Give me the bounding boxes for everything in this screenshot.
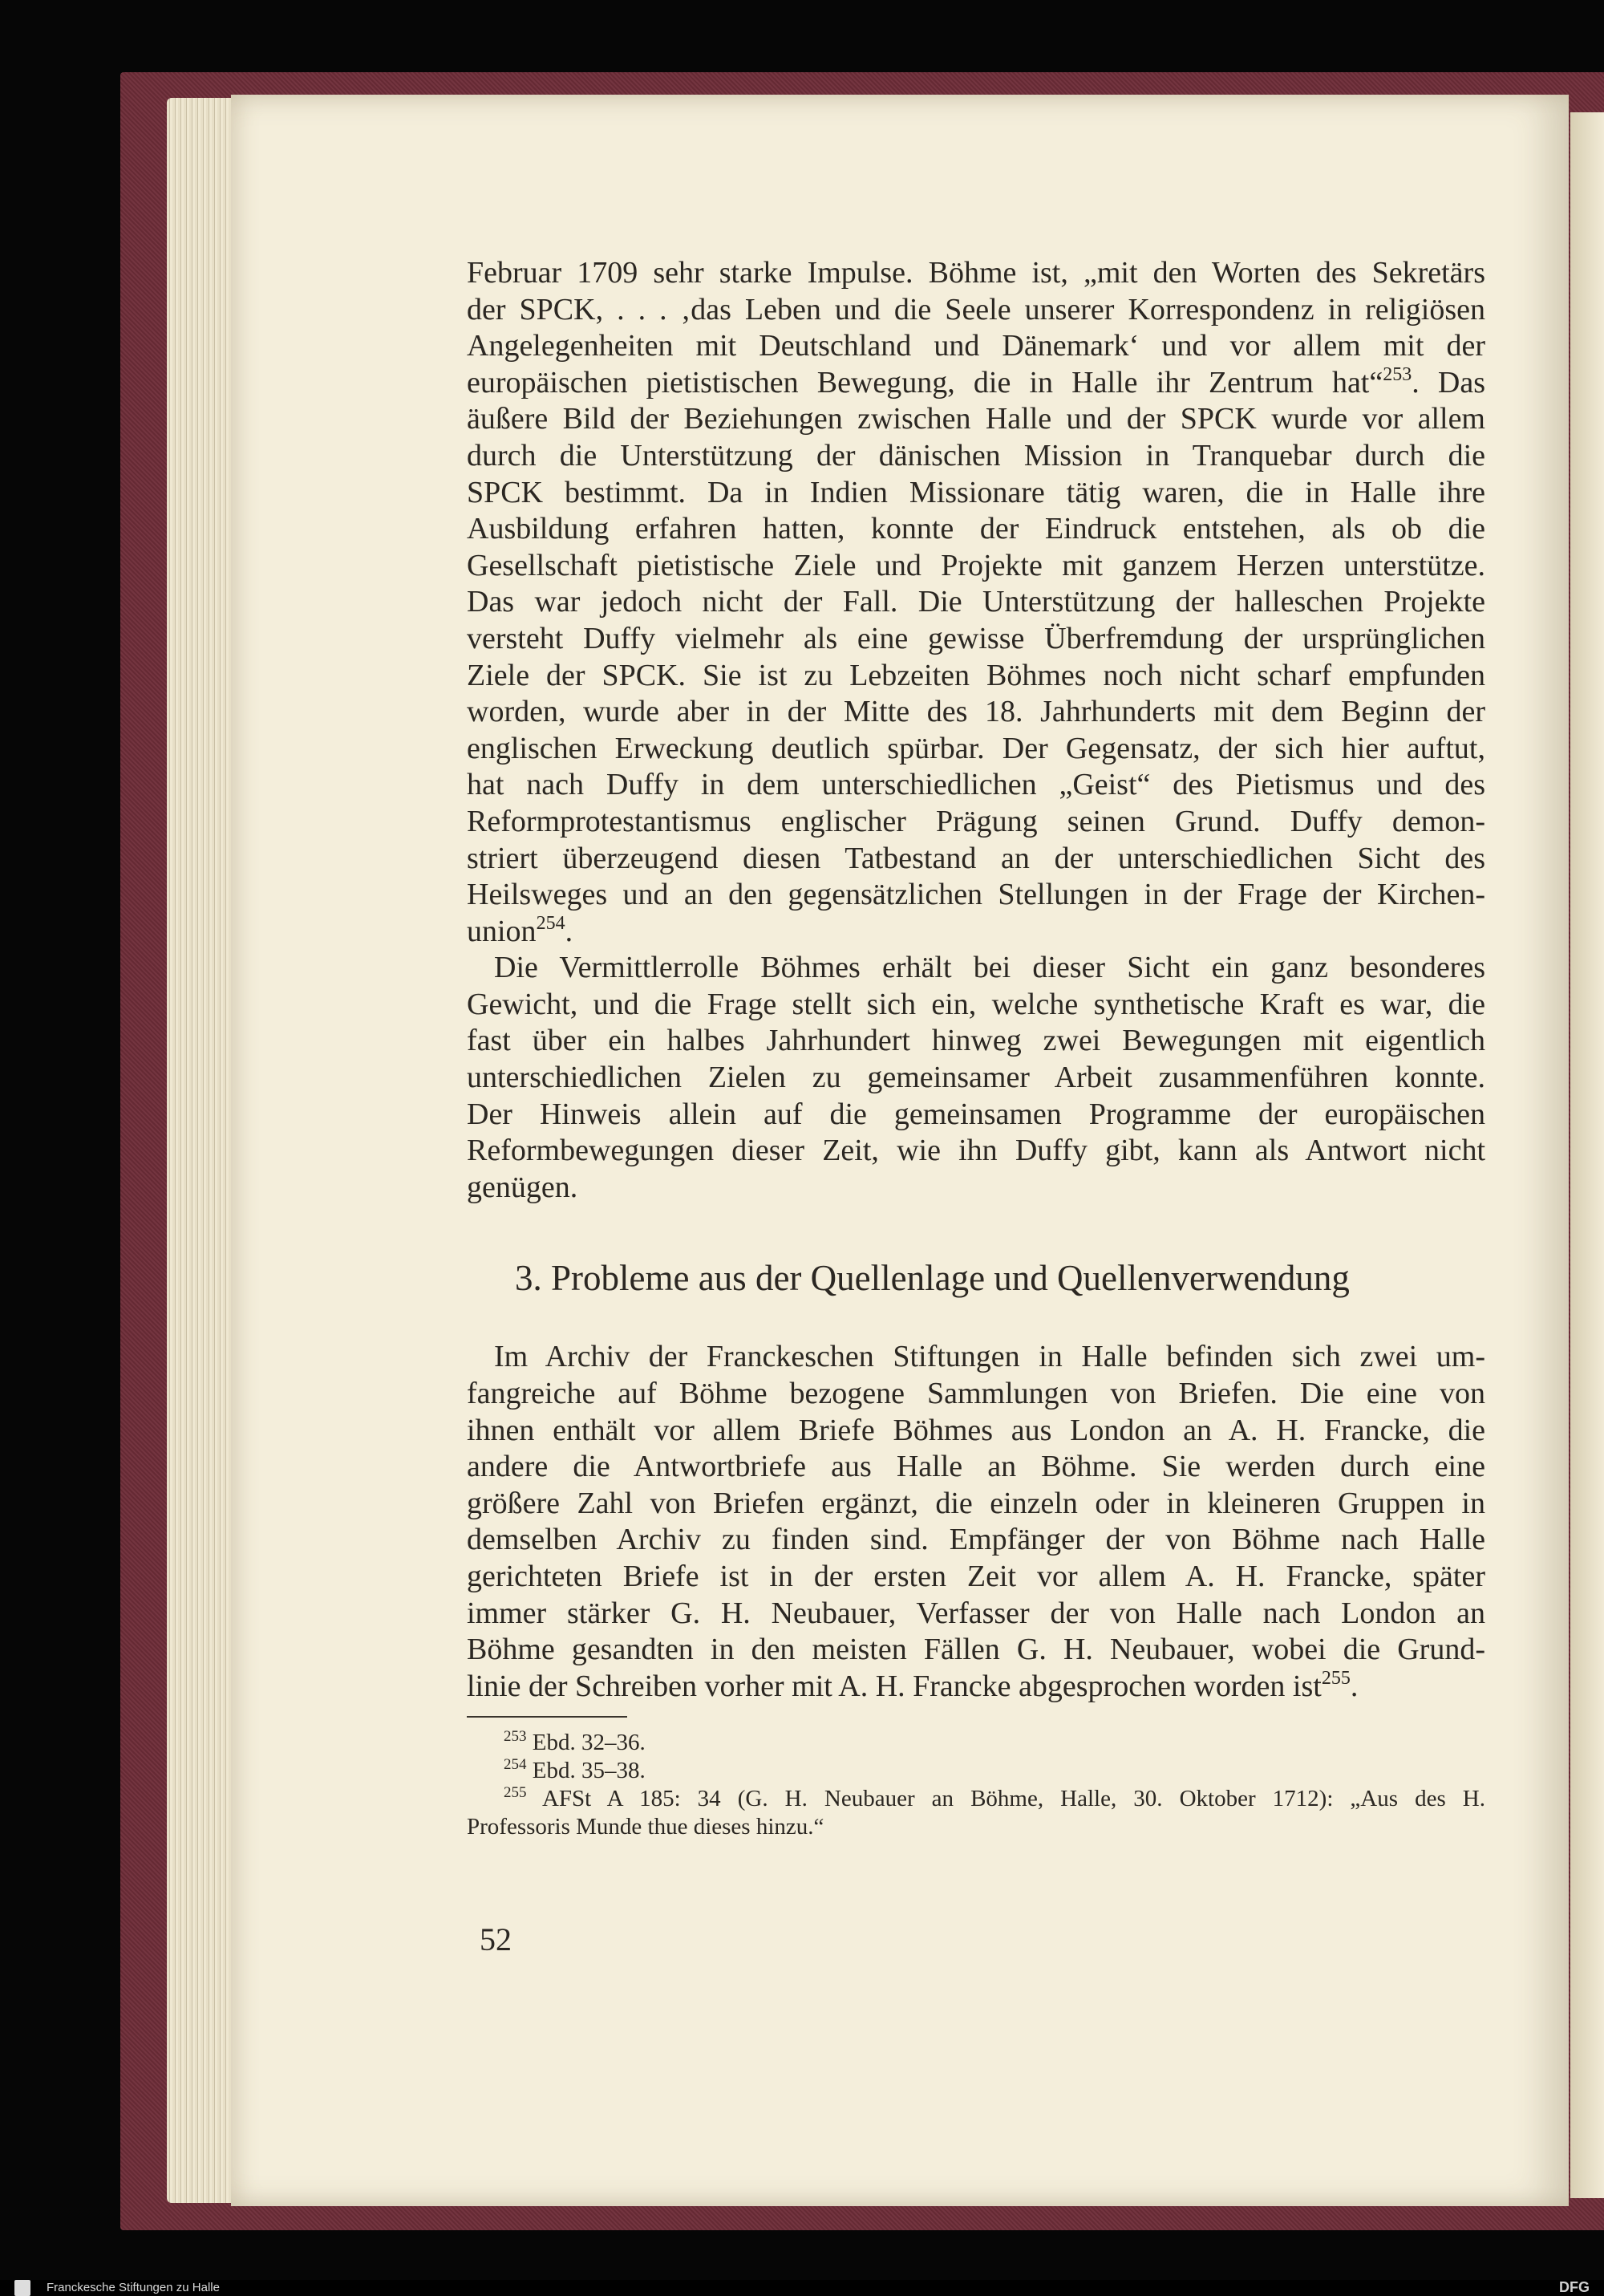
text-line [467,841,1485,878]
line-text: immer stärker G. H. Neubauer, Verfasser der von Halle nach London an [467,1596,1485,1630]
footnote [467,1729,1485,1757]
paragraph-1 [467,255,1485,950]
text-line [467,1559,1485,1596]
line-text: Gesellschaft pietistische Ziele und Projekte mit ganzem Herzen unterstütze. [467,548,1485,582]
text-line [467,255,1485,292]
line-text: Der Hinweis allein auf die gemeinsamen Programme der europäischen [467,1097,1485,1131]
line-text: Heilsweges und an den gegensätzlichen Stellungen in der Frage der Kirchen- [467,878,1485,912]
footnote-reference[interactable]: 254 [536,913,565,934]
line-text: SPCK bestimmt. Da in Indien Missionare tätig waren, die in Halle ihre [467,475,1485,509]
line-text: Die Vermittlerrolle Böhmes erhält bei dieser Sicht ein ganz besonderes [494,951,1485,985]
text-line [467,877,1485,914]
text-line [467,1449,1485,1486]
text-line [467,1669,1485,1706]
line-text-tail: . [565,914,573,948]
line-text: genügen. [467,1170,578,1204]
line-text: ihnen enthält vor allem Briefe Böhmes aus London an A. H. Francke, die [467,1413,1485,1447]
line-text: andere die Antwortbriefe aus Halle an Böhme. Sie werden durch eine [467,1450,1485,1484]
text-line [467,1170,1485,1207]
line-text: Februar 1709 sehr starke Impulse. Böhme ist, „mit den Worten des Sekretärs [467,256,1485,290]
line-text: union [467,914,537,948]
footer-bar [0,2280,1604,2296]
line-text: worden, wurde aber in der Mitte des 18. Jahrhunderts mit dem Beginn der [467,695,1485,729]
section-spacer [467,1206,1485,1254]
section-heading: 3. Probleme aus der Quellenlage und Quellenverwendung [515,1258,1350,1299]
text-line [467,401,1485,438]
footnote-reference[interactable]: 255 [1321,1668,1351,1689]
footnote-number: 254 [504,1756,527,1774]
footnote-text: Ebd. 35–38. [526,1758,646,1784]
line-text: fast über ein halbes Jahrhundert hinweg zwei Bewegungen mit eigentlich [467,1024,1485,1058]
line-text: englischen Erweckung deutlich spürbar. Der Gegensatz, der sich hier auftut, [467,731,1485,765]
text-line [467,365,1485,402]
franckesche-stiftungen-logo-icon [14,2280,30,2296]
footnotes [467,1729,1485,1841]
text-line [467,1596,1485,1633]
text-line [467,694,1485,731]
text-line [467,1632,1485,1669]
text-line [467,475,1485,512]
text-line [467,950,1485,987]
paragraph-3 [467,1339,1485,1705]
line-text-tail: . Das [1412,365,1485,400]
line-text: europäischen pietistischen Bewegung, die in Halle ihr Zentrum hat“ [467,365,1383,400]
text-line [467,804,1485,841]
text-line [467,914,1485,951]
text-line [467,511,1485,548]
line-text: Gewicht, und die Frage stellt sich ein, welche synthetische Kraft es war, die [467,987,1485,1021]
text-line [467,621,1485,658]
text-line [467,1097,1485,1134]
section-spacer [467,1302,1485,1339]
footnote-reference[interactable]: 253 [1383,364,1412,385]
text-line [467,1522,1485,1559]
footnote [467,1757,1485,1785]
facing-page-edge [1570,112,1604,2198]
text-line [467,1376,1485,1413]
footer-institution: Franckesche Stiftungen zu Halle [47,2281,220,2294]
dfg-logo: DFG [1559,2279,1590,2295]
line-text: Böhme gesandten in den meisten Fällen G. H. Neubauer, wobei die Grund- [467,1633,1485,1667]
line-text: der SPCK, . . . ‚das Leben und die Seele unserer Korrespondenz in religiösen [467,292,1485,327]
line-text: linie der Schreiben vorher mit A. H. Francke abgesprochen worden ist [467,1669,1322,1703]
text-line [467,1339,1485,1376]
line-text: hat nach Duffy in dem unterschiedlichen „Geist“ des Pietismus und des [467,768,1485,802]
footnote-rule [467,1716,627,1718]
line-text: versteht Duffy vielmehr als eine gewisse Überfremdung der ursprünglichen [467,621,1485,655]
line-text: demselben Archiv zu finden sind. Empfänger der von Böhme nach Halle [467,1523,1485,1557]
footnote-text: AFSt A 185: 34 (G. H. Neubauer an Böhme, Halle, 30. Oktober 1712): „Aus des H. [526,1786,1485,1812]
line-text: gerichteten Briefe ist in der ersten Zeit vor allem A. H. Francke, später [467,1560,1485,1593]
text-line [467,328,1485,365]
text-line [467,1133,1485,1170]
line-text: Das war jedoch nicht der Fall. Die Unterstützung der halleschen Projekte [467,585,1485,619]
line-text: Reformprotestantismus englischer Prägung seinen Grund. Duffy demon- [467,804,1485,838]
line-text: Ausbildung erfahren hatten, konnte der Eindruck entstehen, als ob die [467,512,1485,546]
text-line [467,1413,1485,1450]
line-text: durch die Unterstützung der dänischen Mission in Tranquebar durch die [467,438,1485,473]
line-text: Reformbewegungen dieser Zeit, wie ihn Duffy gibt, kann als Antwort nicht [467,1134,1485,1168]
line-text: unterschiedlichen Zielen zu gemeinsamer Arbeit zusammenführen konnte. [467,1061,1485,1095]
text-line [467,987,1485,1024]
text-line [467,731,1485,768]
paragraph-2 [467,950,1485,1206]
line-text: Angelegenheiten mit Deutschland und Dänemark‘ und vor allem mit der [467,329,1485,363]
footnote-number: 253 [504,1728,527,1746]
text-line [467,1486,1485,1523]
footnote-number: 255 [504,1784,527,1802]
text-line [467,548,1485,585]
page-edges [167,98,239,2203]
text-line [467,292,1485,329]
text-line [467,584,1485,621]
line-text: Ziele der SPCK. Sie ist zu Lebzeiten Böhmes noch nicht scharf empfunden [467,658,1485,692]
line-text: striert überzeugend diesen Tatbestand an der unterschiedlichen Sicht des [467,841,1485,875]
footnote [467,1785,1485,1813]
page-text [467,255,1485,1841]
line-text: äußere Bild der Beziehungen zwischen Halle und der SPCK wurde vor allem [467,402,1485,436]
line-text: größere Zahl von Briefen ergänzt, die einzeln oder in kleineren Gruppen in [467,1486,1485,1520]
line-text-tail: . [1350,1669,1359,1703]
text-line [467,1023,1485,1060]
line-text: Im Archiv der Franckeschen Stiftungen in Halle befinden sich zwei um- [494,1340,1485,1374]
text-line [467,658,1485,695]
text-line [467,767,1485,804]
line-text: fangreiche auf Böhme bezogene Sammlungen von Briefen. Die eine von [467,1377,1485,1411]
footnote-text: Ebd. 32–36. [526,1730,646,1756]
text-line [467,438,1485,475]
footnote-continuation: Professoris Munde thue dieses hinzu.“ [467,1814,824,1840]
page-number: 52 [480,1921,512,1957]
text-line [467,1060,1485,1097]
